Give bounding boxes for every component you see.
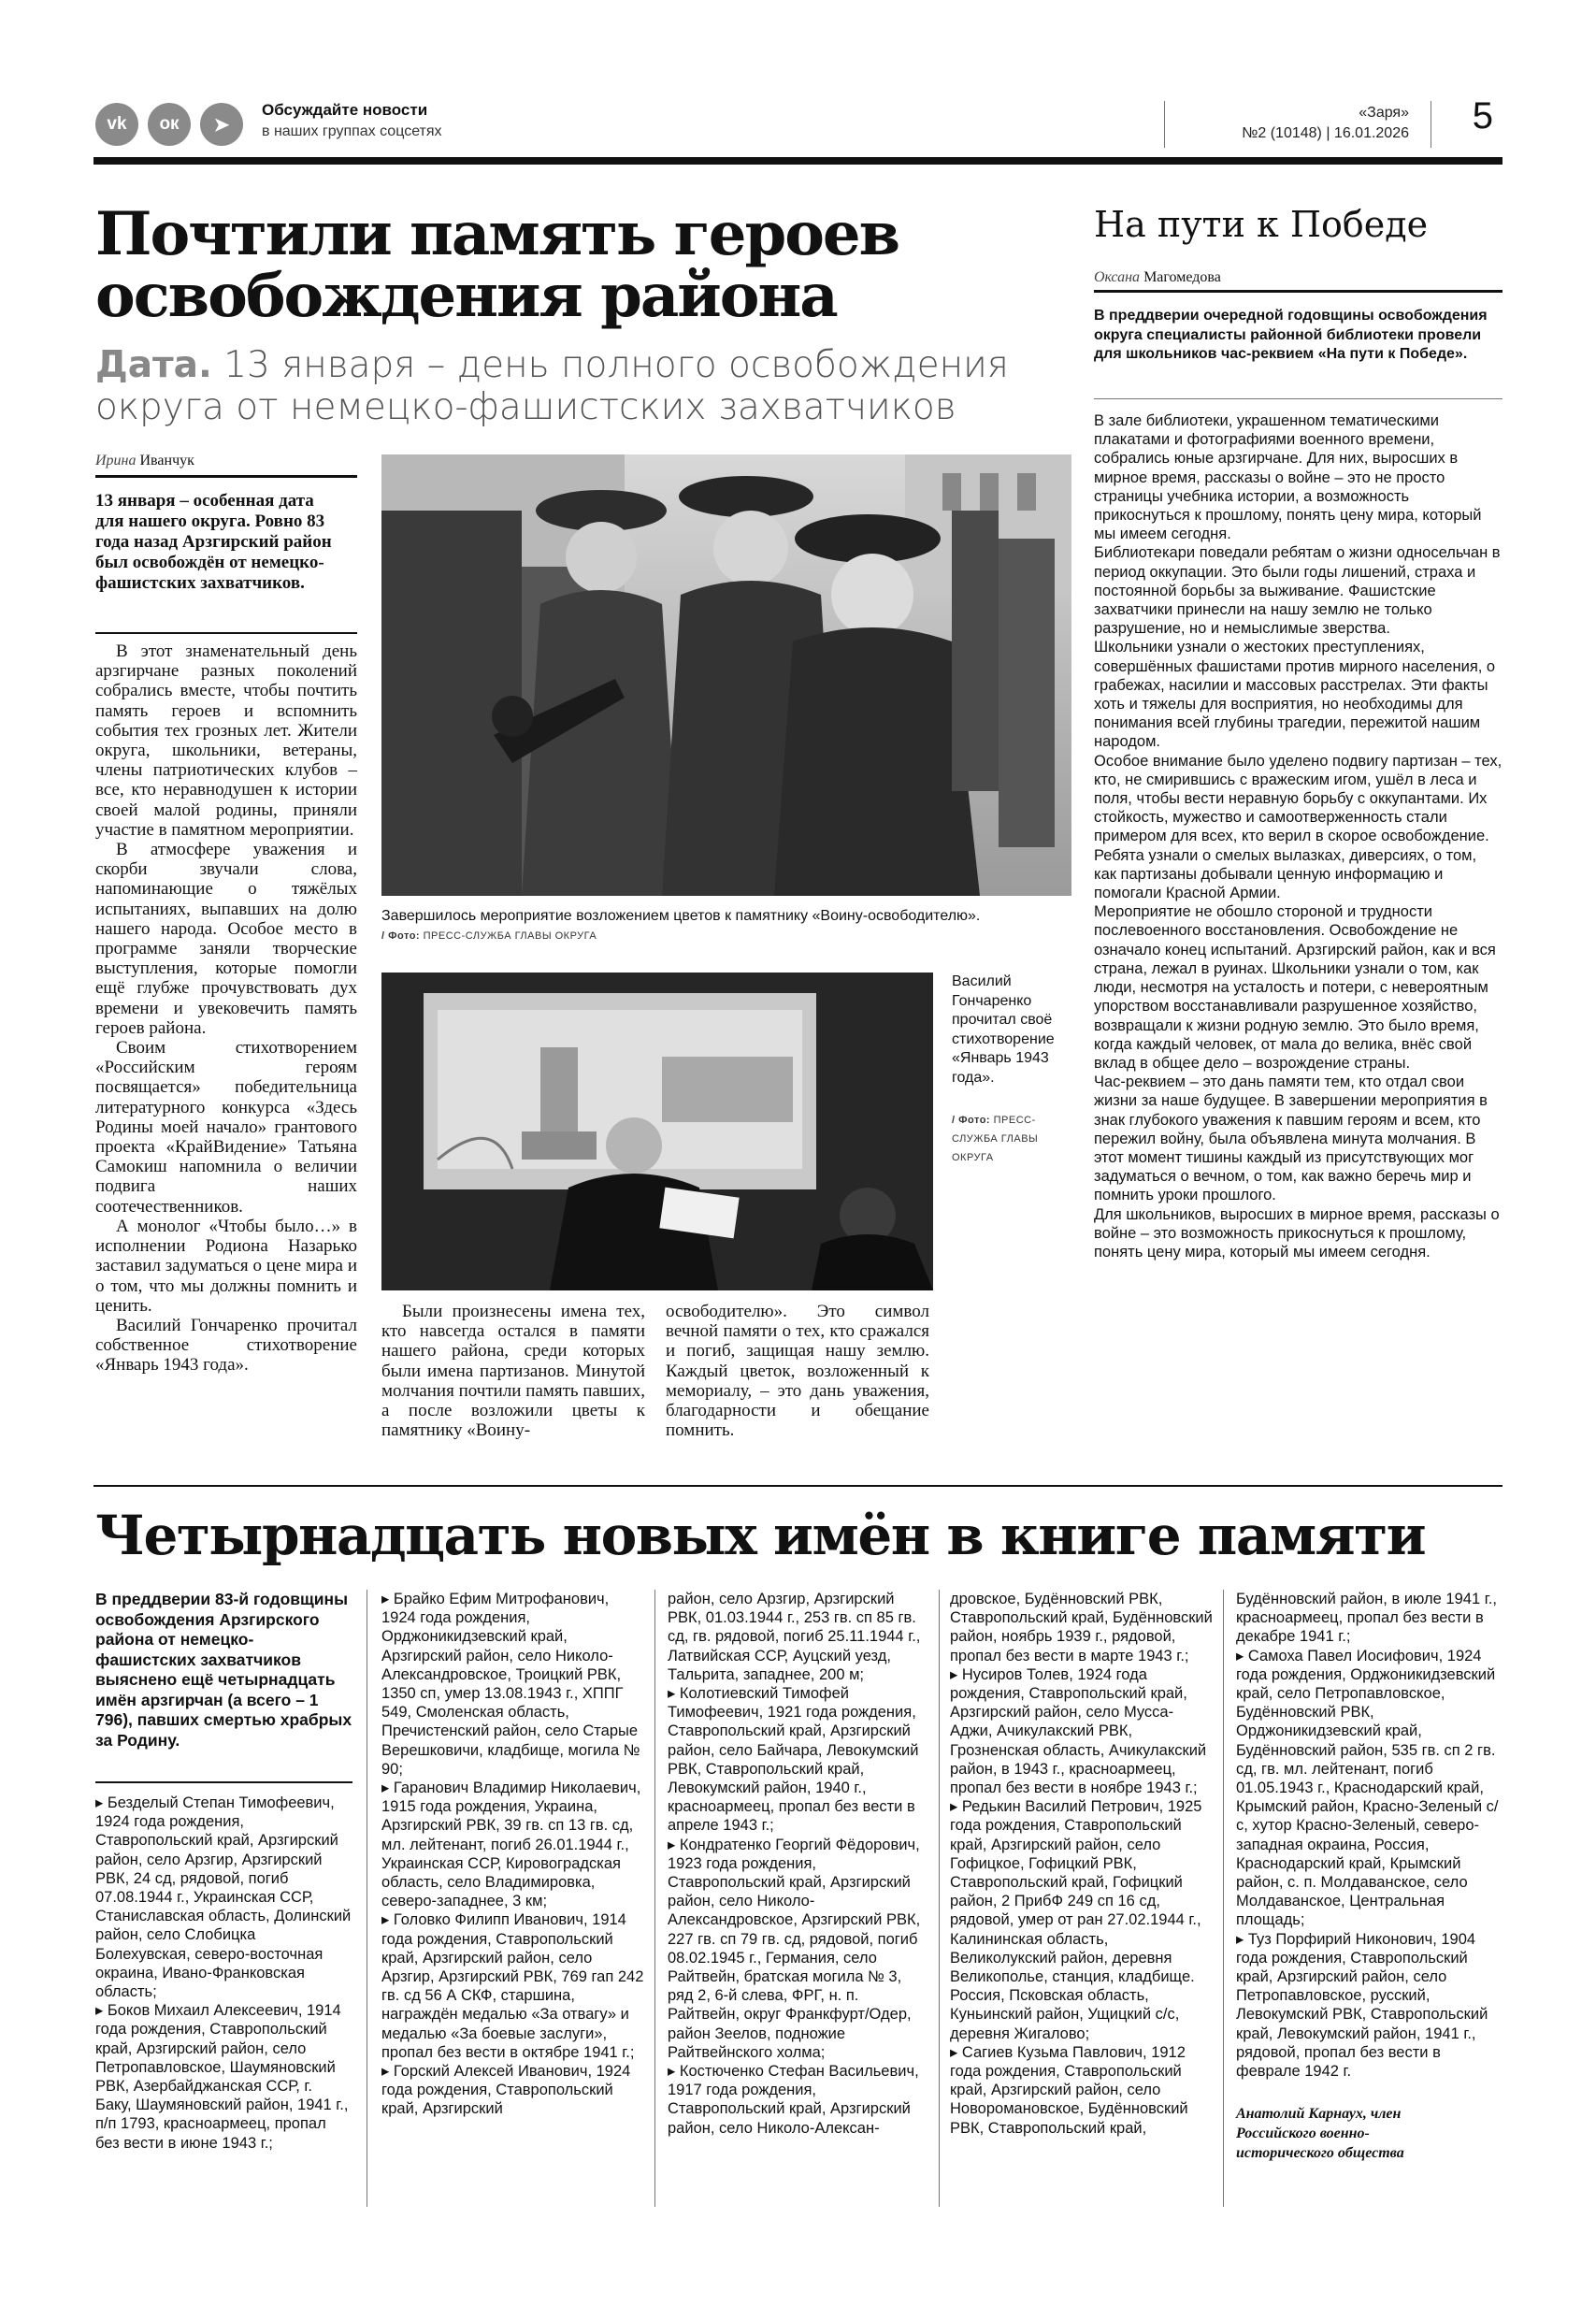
article2-headline: Четырнадцать новых имён в книге памяти [95,1504,1426,1567]
article2-col5 [1236,1590,1503,2081]
paragraph: Школьники узнали о жестоких преступлениях, совершённых фашистами против мирного населения, о грабежах, насилии и массовых расстрелах. Эти факты хоть и тяжелы для восприятия, но необходимы для понимания всей глубины трагедии, пережитой нашим народом. [1094,639,1496,751]
photo2-credit [952,1111,1069,1167]
list-item: ▸ Гаранович Владимир Николаевич, 1915 года рождения, Украина, Арзгирский РВК, 39 гв. сп 13 гв. сд, мл. лейтенант, погиб 26.01.1944 г., Украинская ССР, Кировоградская область, село Владимировка, северо-западнее, 3 км; [381,1780,641,1910]
list-item: ▸ Брайко Ефим Митрофанович, 1924 года рождения, Орджоникидзевский край, Арзгирский район, село Николо-Александровское, Троицкий РВК, 1350 сп, умер 13.08.1943 г., ХППГ 549, Смоленская область, Пречистенский район, село Старые Верешковичи, кладбище, могила № 90; [381,1591,640,1778]
sidebar-lead: В преддверии очередной годовщины освобождения округа специалисты районной библиотеки провели для школьников час-реквием «На пути к Победе». [1094,308,1488,362]
column-rule [654,1590,655,2207]
paragraph: В зале библиотеки, украшенном тематическими плакатами и фотографиями военного времени, собрались юные арзгирчане. Для них, выросших в мирное время, рассказы о войне – это не просто страницы учебника истории, а возможность прикоснуться к прошлому, понять цену мира, который мы имеем сегодня. [1094,412,1482,543]
list-item: ▸ Туз Порфирий Никонович, 1904 года рождения, Ставропольский край, Арзгирский район, село Петропавловское, русский, Левокумский РВК, Ставропольский край, Левокумский район, 1941 г., рядовой, пропал без вести в феврале 1942 г. [1236,1930,1488,2081]
lead-rule [95,1781,352,1783]
list-item: дровское, Будённовский РВК, Ставропольский край, Будённовский район, ноябрь 1939 г., рядовой, пропал без вести в марте 1943 г.; [950,1591,1213,1664]
paragraph: Своим стихотворением «Российским героям посвящается» победительница литературного конкурса «Здесь Родины моей начало» грантового проекта «КрайВидение» Татьяна Самокиш напомнила о величии подвига наших соотечественников. [95,1038,357,1217]
article2-col3 [668,1590,931,2138]
article2-col2 [381,1590,645,2119]
sidebar-byline [1094,269,1498,286]
author-first: Оксана [1094,269,1141,285]
column-rule [1223,1590,1224,2207]
photo1-caption: Завершилось мероприятие возложением цветов к памятнику «Воину-освободителю». [381,908,981,924]
credit-text: ПРЕСС-СЛУЖБА ГЛАВЫ ОКРУГА [423,930,597,942]
sidebar-lead-rule [1094,398,1503,399]
photo-reader [381,973,933,1290]
paper-name: «Заря» [1359,105,1409,121]
paragraph: Для школьников, выросших в мирное время, рассказы о войне – это возможность прикоснуться к прошлому, понять цену мира, который мы имеем сегодня. [1094,1205,1500,1261]
photo-cadets-flowers [381,454,1071,896]
list-item: ▸ Самоха Павел Иосифович, 1924 года рождения, Орджоникидзевский край, село Петропавловское, Будённовский РВК, Орджоникидзевский край, Будённовский район, 535 гв. сп 2 гв. сд, гв. мл. лейтенант, погиб 01.05.1943 г., Краснодарский край, Крымский район, Красно-Зеленый с/с, хутор Красно-Зеленый, северо-западная окраина, Россия, Краснодарский край, Крымский район, с. п. Молдаванское, село Молдаванское, Центральная площадь; [1236,1647,1499,1929]
issue-number: №2 (10148) | 16.01.2026 [1242,125,1409,141]
byline-rule [95,475,357,478]
list-item: ▸ Боков Михаил Алексеевич, 1914 года рождения, Ставропольский край, Арзгирский район, село Петропавловское, Шаумяновский РВК, Азербайджанская ССР, г. Баку, Шаумяновский район, 1941 г., п/п 1793, красноармеец, пропал без вести в июне 1943 г.; [95,2002,349,2152]
paragraph: Василий Гончаренко прочитал собственное стихотворение «Январь 1943 года». [95,1315,357,1376]
vk-icon[interactable]: vk [95,103,138,146]
discuss-title: Обсуждайте новости [262,101,428,119]
ok-icon[interactable]: ок [148,103,191,146]
list-item: Будённовский район, в июле 1941 г., красноармеец, пропал без вести в декабре 1941 г.; [1236,1591,1497,1646]
list-item: ▸ Горский Алексей Иванович, 1924 года рождения, Ставропольский край, Арзгирский [381,2063,631,2118]
header-divider [1164,101,1165,148]
page-number: 5 [1472,95,1493,137]
credit-label: / Фото: [381,930,421,942]
list-item: ▸ Кондратенко Георгий Фёдорович, 1923 года рождения, Ставропольский край, Арзгирский район, село Николо-Александровское, Арзгирский РВК, 227 гв. сп 79 гв. сд, рядовой, погиб 08.02.1945 г., Германия, село Райтвейн, братская могила № 3, ряд 2, 6-й слева, ФРГ, н. п. Райтвейн, округ Франкфурт/Одер, район Зеелов, подножие Райтвейнского холма; [668,1836,921,2061]
list-item: район, село Арзгир, Арзгирский РВК, 01.03.1944 г., 253 гв. сп 85 гв. сд, гв. рядовой, погиб 25.11.1944 г., Латвийская ССР, Ауцский уезд, Тальрита, западнее, 200 м; [668,1591,921,1683]
article2-signature: Анатолий Карнаух, член Российского военно-исторического общества [1236,2106,1404,2161]
credit-label: / Фото: [952,1115,991,1126]
paragraph: Библиотекари поведали ребятам о жизни односельчан в период оккупации. Это были годы лишений, страха и постоянной борьбы за выживание. Фашистские захватчики принесли на нашу землю не только разрушение, но и немыслимые зверства. [1094,544,1501,638]
discuss-subtitle: в наших группах соцсетях [262,123,442,139]
paragraph: В этот знаменательный день арзгирчане разных поколений собрались вместе, чтобы почтить память героев и вспомнить события тех грозных лет. Жители округа, школьники, ветераны, члены патриотических клубов – все, кто неравнодушен к истории своей малой родины, приняли участие в памятном мероприятии. [95,641,357,840]
paragraph: В атмосфере уважения и скорби звучали слова, напоминающие о тяжёлых испытаниях, выпавших на долю нашего народа. Особое место в программе заняли творческие выступления, которые помогли ещё глубже прочувствовать дух времени и увековечить память героев района. [95,840,357,1038]
sidebar-headline: На пути к Победе [1094,204,1429,245]
column-rule [939,1590,940,2207]
list-item: ▸ Редькин Василий Петрович, 1925 года рождения, Ставропольский край, Арзгирский район, село Гофицкое, Гофицкий РВК, Ставропольский край, Гофицкий район, 2 ПрибФ 249 сп 16 сд, рядовой, умер от ран 27.02.1944 г., Калининская область, Великолукский район, деревня Великополье, станция, кладбище. Россия, Псковская область, Куньинский район, Ущицкий с/с, деревня Жигалово; [950,1798,1202,2042]
article1-col2 [381,1302,645,1440]
photo-cadets-illustration [381,454,1071,896]
article1-lead: 13 января – особенная дата для нашего округа. Ровно 83 года назад Арзгирский район был освобождён от немецко-фашистских захватчиков. [95,491,332,593]
article1-col1 [95,641,357,1376]
article1-subheadline [95,344,1077,428]
paragraph: Мероприятие не обошло стороной и трудности послевоенного восстановления. Освобождение не означало конец испытаний. Арзгирский район, как и вся страна, лежал в руинах. Школьники узнали о том, как люди, несмотря на усталость и потери, с невероятным упорством восстанавливали разрушенное хозяйство, возвращали к жизни родную землю. Это было время, когда каждый человек, от мала до велика, внёс свой вклад в общее дело – возрождение страны. [1094,903,1496,1072]
paragraph: освободителю». Это символ вечной памяти о тех, кто сражался и погиб, защищая нашу землю. Каждый цветок, возложенный к мемориалу, – это дань уважения, благодарности и обещание помнить. [666,1302,929,1441]
sub-text: 13 января – день полного освобождения округа от немецко-фашистских захватчиков [95,344,1009,428]
author-first: Ирина [95,453,137,468]
article1-byline [95,453,357,469]
paper-info [1242,103,1409,144]
paragraph: Были произнесены имена тех, кто навсегда остался в памяти нашего района, среди которых были имена партизанов. Минутой молчания почтили память павших, а после возложили цветы к памятнику «Воину- [381,1302,645,1441]
paragraph: А монолог «Чтобы было…» в исполнении Родиона Назарько заставил задуматься о цене мира и о том, что мы должны помнить и ценить. [95,1216,357,1316]
author-last: Магомедова [1143,269,1221,285]
sidebar-byline-rule [1094,290,1503,293]
photo1-credit [381,930,597,942]
article1-headline: Почтили память героев освобождения района [95,199,899,331]
article2-col4 [950,1590,1214,2138]
paragraph: Час-реквием – это дань памяти тем, кто отдал свои жизни за наше будущее. В завершении мероприятия в знак глубокого уважения к павшим героям и всем, кто пережил войну, была объявлена минута молчания. В этот момент тишины каждый из присутствующих мог задуматься о вечном, о том, как важно беречь мир и помнить уроки прошлого. [1094,1074,1488,1204]
top-rule [93,157,1503,165]
telegram-icon[interactable]: ➤ [200,103,243,146]
sidebar-body [1094,411,1503,1261]
lead-rule [95,632,357,634]
list-item: ▸ Головко Филипп Иванович, 1914 года рождения, Ставропольский край, Арзгирский район, село Арзгир, Арзгирский РВК, 769 гап 242 гв. сд 56 А СКФ, старшина, награждён медалью «За отвагу» и медалью «За боевые заслуги», пропал без вести в октябре 1941 г.; [381,1911,644,2061]
article1-col3 [666,1302,929,1440]
list-item: ▸ Сагиев Кузьма Павлович, 1912 года рождения, Ставропольский край, Арзгирский район, село Новоромановское, Будённовский РВК, Ставропольский край, [950,2043,1188,2137]
author-last: Иванчук [139,453,194,468]
list-item: ▸ Колотиевский Тимофей Тимофеевич, 1921 года рождения, Ставропольский край, Арзгирский район, село Байчара, Левокумский РВК, Ставропольский край, Левокумский район, 1940 г., красноармеец, пропал без вести в апреле 1943 г.; [668,1685,919,1835]
photo-reader-illustration [381,973,933,1290]
list-item: ▸ Костюченко Стефан Васильевич, 1917 года рождения, Ставропольский край, Арзгирский район, село Николо-Алексан- [668,2063,919,2137]
list-item: ▸ Безделый Степан Тимофеевич, 1924 года рождения, Ставропольский край, Арзгирский район, село Арзгир, Арзгирский РВК, 24 сд, рядовой, погиб 07.08.1944 г., Украинская ССР, Станиславская область, Долинский район, село Слобицка Болехувская, северо-восточная окраина, Ивано-Франковская область; [95,1794,352,2001]
credit-text: ПРЕСС-СЛУЖБА ГЛАВЫ ОКРУГА [952,1115,1039,1163]
article2-lead: В преддверии 83-й годовщины освобождения Арзгирского района от немецко-фашистских захватчиков выяснено ещё четырнадцать имён арзгирчан (а всего – 1 796), павших смертью храбрых за Родину. [95,1590,352,1750]
sub-label: Дата. [95,344,212,386]
photo2-caption: Василий Гончаренко прочитал своё стихотворение «Январь 1943 года». [952,973,1055,1086]
section-divider [93,1485,1503,1487]
paragraph: Особое внимание было уделено подвигу партизан – тех, кто, не смирившись с вражеским игом, ушёл в леса и поля, чтобы вести неравную борьбу с оккупантами. Их стойкость, мужество и самоотверженность стали примером для всех, кто верил в скорое освобождение. Ребята узнали о смелых вылазках, диверсиях, о том, как партизаны добывали ценную информацию и помогали Красной Армии. [1094,752,1503,902]
article2-col1 [95,1794,352,2153]
list-item: ▸ Нусиров Толев, 1924 года рождения, Ставропольский край, Арзгирский район, село Мусса-Аджи, Ачикулакский РВК, Грозненская область, Ачикулакский район, в 1943 г., красноармеец, пропал без вести в ноябре 1943 г.; [950,1665,1207,1797]
